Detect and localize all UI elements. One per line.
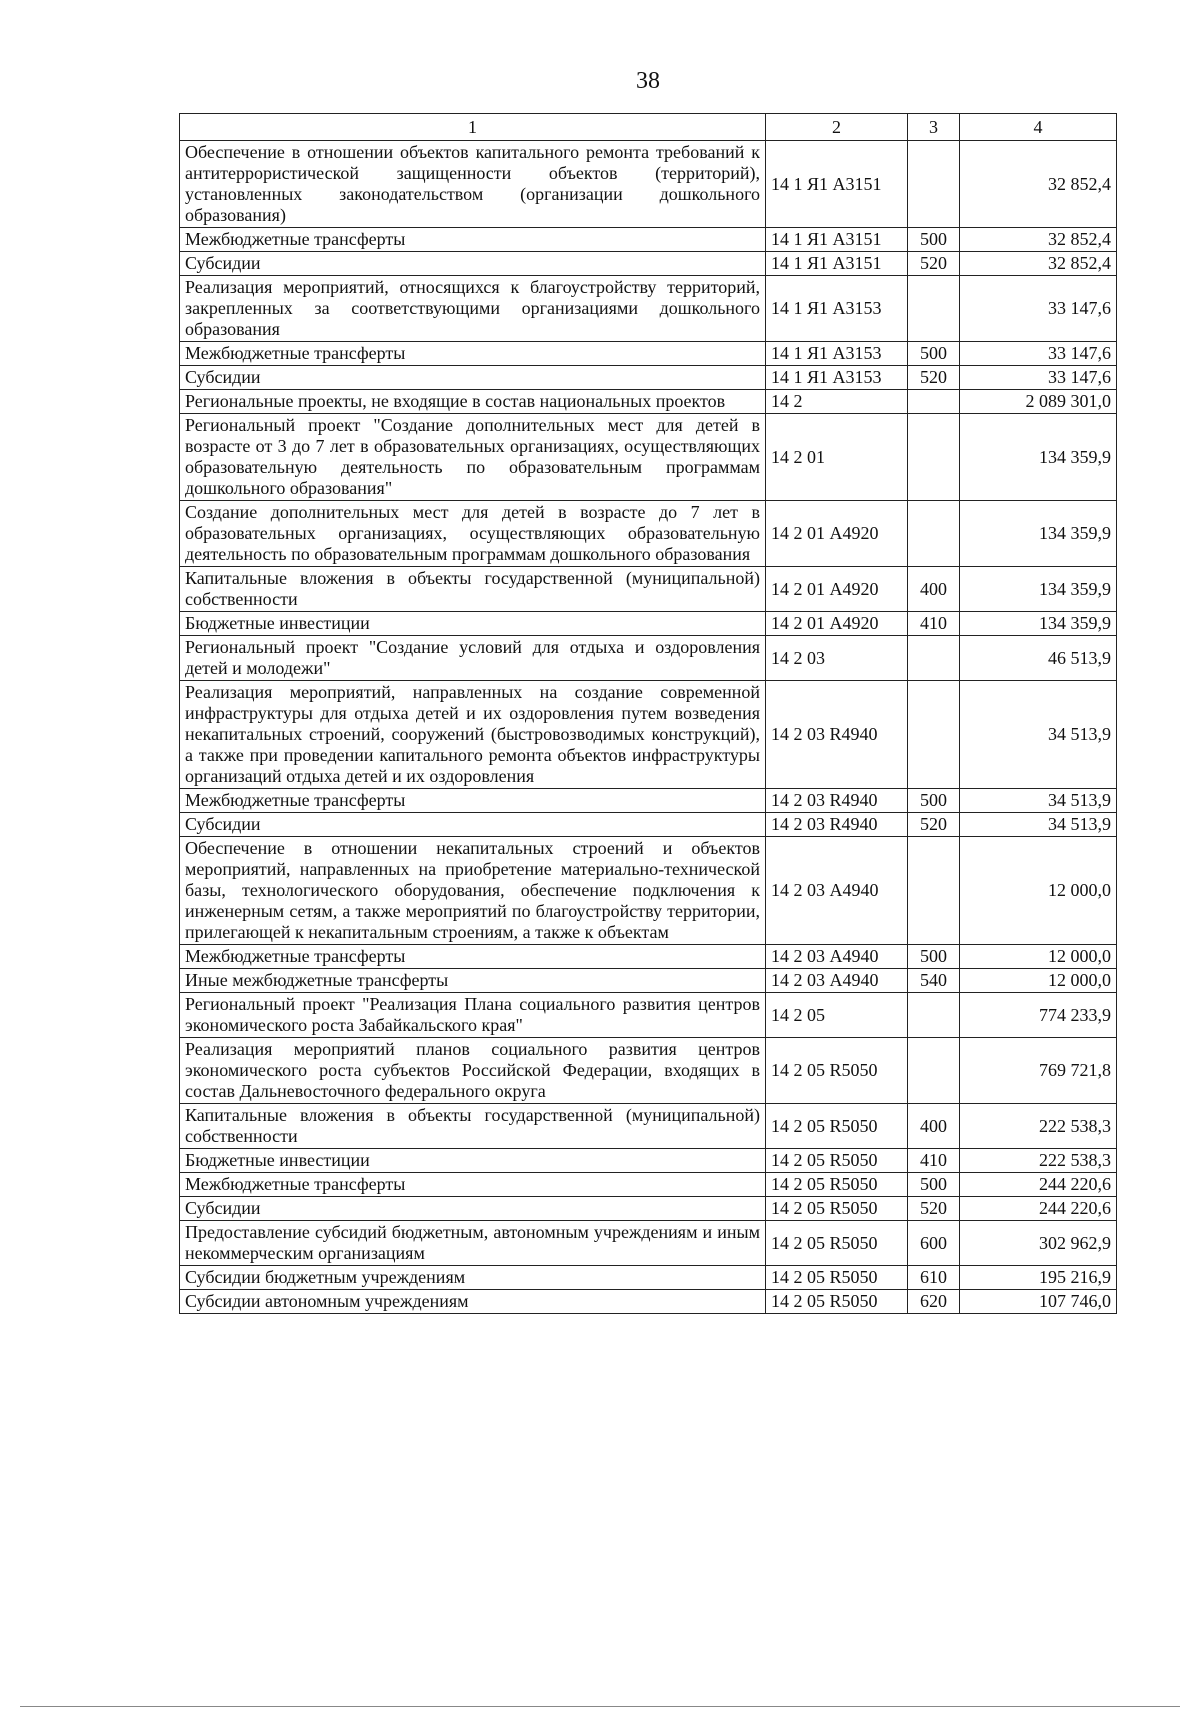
table-row xyxy=(180,837,1117,945)
row-code: 14 2 05 R5050 xyxy=(766,1197,908,1221)
table-row xyxy=(180,252,1117,276)
row-code: 14 2 03 R4940 xyxy=(766,681,908,789)
row-name: Реализация мероприятий, направленных на создание современной инфраструктуры для отдыха детей и их оздоровления путем возведения некапитальных строений, сооружений (быстровозводимых конструкций), а также при проведении капитального ремонта объектов инфраструктуры организаций отдыха детей и их оздоровления xyxy=(180,681,766,789)
row-amount: 134 359,9 xyxy=(960,612,1117,636)
row-name: Бюджетные инвестиции xyxy=(180,1149,766,1173)
table-row xyxy=(180,342,1117,366)
row-name: Региональный проект "Создание условий для отдыха и оздоровления детей и молодежи" xyxy=(180,636,766,681)
row-code: 14 1 Я1 А3153 xyxy=(766,366,908,390)
row-code: 14 2 03 А4940 xyxy=(766,837,908,945)
row-group: 410 xyxy=(908,1149,960,1173)
row-code: 14 1 Я1 А3151 xyxy=(766,141,908,228)
row-name: Реализация мероприятий, относящихся к благоустройству территорий, закрепленных за соответствующими организациями дошкольного образования xyxy=(180,276,766,342)
row-group: 610 xyxy=(908,1266,960,1290)
row-amount: 34 513,9 xyxy=(960,813,1117,837)
row-name: Субсидии автономным учреждениям xyxy=(180,1290,766,1314)
row-amount: 222 538,3 xyxy=(960,1149,1117,1173)
table-row xyxy=(180,501,1117,567)
budget-table xyxy=(179,113,1117,1314)
row-amount: 33 147,6 xyxy=(960,342,1117,366)
header-col-3: 3 xyxy=(908,114,960,141)
row-amount: 195 216,9 xyxy=(960,1266,1117,1290)
row-group xyxy=(908,636,960,681)
row-group: 540 xyxy=(908,969,960,993)
row-code: 14 1 Я1 А3151 xyxy=(766,252,908,276)
row-amount: 769 721,8 xyxy=(960,1038,1117,1104)
row-name: Субсидии xyxy=(180,1197,766,1221)
row-amount: 774 233,9 xyxy=(960,993,1117,1038)
row-name: Иные межбюджетные трансферты xyxy=(180,969,766,993)
table-row xyxy=(180,1197,1117,1221)
row-code: 14 2 05 xyxy=(766,993,908,1038)
page-bottom-edge xyxy=(20,1706,1180,1707)
budget-table-body xyxy=(180,114,1117,1314)
row-amount: 244 220,6 xyxy=(960,1173,1117,1197)
row-amount: 244 220,6 xyxy=(960,1197,1117,1221)
row-code: 14 2 05 R5050 xyxy=(766,1221,908,1266)
header-col-1: 1 xyxy=(180,114,766,141)
row-name: Реализация мероприятий планов социального развития центров экономического роста субъектов Российской Федерации, входящих в состав Дальневосточного федерального округа xyxy=(180,1038,766,1104)
row-group xyxy=(908,993,960,1038)
row-code: 14 2 03 R4940 xyxy=(766,813,908,837)
row-name: Обеспечение в отношении некапитальных строений и объектов мероприятий, направленных на приобретение материально-технической базы, технологического оборудования, обеспечение подключения к инженерным сетям, а также мероприятий по благоустройству территории, прилегающей к некапитальным строениям, а также к объектам xyxy=(180,837,766,945)
row-code: 14 2 05 R5050 xyxy=(766,1149,908,1173)
row-name: Капитальные вложения в объекты государственной (муниципальной) собственности xyxy=(180,1104,766,1149)
row-name: Субсидии xyxy=(180,252,766,276)
row-group: 600 xyxy=(908,1221,960,1266)
table-row xyxy=(180,1221,1117,1266)
table-row xyxy=(180,1038,1117,1104)
row-amount: 134 359,9 xyxy=(960,567,1117,612)
row-name: Межбюджетные трансферты xyxy=(180,789,766,813)
table-row xyxy=(180,141,1117,228)
row-code: 14 1 Я1 А3151 xyxy=(766,228,908,252)
row-group xyxy=(908,837,960,945)
row-code: 14 2 03 xyxy=(766,636,908,681)
row-amount: 34 513,9 xyxy=(960,789,1117,813)
row-amount: 134 359,9 xyxy=(960,501,1117,567)
header-col-2: 2 xyxy=(766,114,908,141)
row-group: 520 xyxy=(908,813,960,837)
row-name: Региональный проект "Реализация Плана социального развития центров экономического роста Забайкальского края" xyxy=(180,993,766,1038)
table-row xyxy=(180,1266,1117,1290)
row-group: 500 xyxy=(908,1173,960,1197)
row-name: Межбюджетные трансферты xyxy=(180,945,766,969)
row-name: Капитальные вложения в объекты государственной (муниципальной) собственности xyxy=(180,567,766,612)
row-group: 520 xyxy=(908,366,960,390)
row-group xyxy=(908,276,960,342)
page-number: 38 xyxy=(636,68,660,94)
row-code: 14 2 05 R5050 xyxy=(766,1173,908,1197)
row-group xyxy=(908,414,960,501)
row-code: 14 2 01 А4920 xyxy=(766,501,908,567)
table-row xyxy=(180,969,1117,993)
row-code: 14 2 05 R5050 xyxy=(766,1266,908,1290)
row-amount: 222 538,3 xyxy=(960,1104,1117,1149)
row-group: 500 xyxy=(908,228,960,252)
table-row xyxy=(180,945,1117,969)
row-amount: 33 147,6 xyxy=(960,366,1117,390)
row-group xyxy=(908,1038,960,1104)
row-name: Региональный проект "Создание дополнительных мест для детей в возрасте от 3 до 7 лет в образовательных организациях, осуществляющих образовательную деятельность по образовательным программам дошкольного образования" xyxy=(180,414,766,501)
table-row xyxy=(180,636,1117,681)
table-header-row xyxy=(180,114,1117,141)
row-group xyxy=(908,141,960,228)
table-row xyxy=(180,1173,1117,1197)
row-name: Межбюджетные трансферты xyxy=(180,228,766,252)
row-group: 520 xyxy=(908,1197,960,1221)
row-group xyxy=(908,501,960,567)
row-group: 500 xyxy=(908,342,960,366)
row-amount: 302 962,9 xyxy=(960,1221,1117,1266)
row-amount: 134 359,9 xyxy=(960,414,1117,501)
row-amount: 32 852,4 xyxy=(960,141,1117,228)
table-row xyxy=(180,1149,1117,1173)
row-name: Субсидии xyxy=(180,813,766,837)
row-amount: 12 000,0 xyxy=(960,945,1117,969)
table-row xyxy=(180,1104,1117,1149)
table-row xyxy=(180,612,1117,636)
row-name: Межбюджетные трансферты xyxy=(180,342,766,366)
row-code: 14 2 05 R5050 xyxy=(766,1038,908,1104)
table-row xyxy=(180,390,1117,414)
row-code: 14 1 Я1 А3153 xyxy=(766,276,908,342)
table-row xyxy=(180,414,1117,501)
row-name: Субсидии бюджетным учреждениям xyxy=(180,1266,766,1290)
row-name: Региональные проекты, не входящие в состав национальных проектов xyxy=(180,390,766,414)
row-name: Бюджетные инвестиции xyxy=(180,612,766,636)
row-group xyxy=(908,681,960,789)
row-code: 14 2 xyxy=(766,390,908,414)
row-code: 14 2 05 R5050 xyxy=(766,1290,908,1314)
header-col-4: 4 xyxy=(960,114,1117,141)
row-code: 14 2 05 R5050 xyxy=(766,1104,908,1149)
row-group xyxy=(908,390,960,414)
row-amount: 46 513,9 xyxy=(960,636,1117,681)
row-name: Обеспечение в отношении объектов капитального ремонта требований к антитеррористической защищенности объектов (территорий), установленных законодательством (организации дошкольного образования) xyxy=(180,141,766,228)
table-row xyxy=(180,567,1117,612)
row-amount: 12 000,0 xyxy=(960,969,1117,993)
row-code: 14 2 01 А4920 xyxy=(766,612,908,636)
row-amount: 32 852,4 xyxy=(960,228,1117,252)
row-group: 400 xyxy=(908,1104,960,1149)
row-amount: 34 513,9 xyxy=(960,681,1117,789)
row-group: 520 xyxy=(908,252,960,276)
row-name: Межбюджетные трансферты xyxy=(180,1173,766,1197)
row-group: 500 xyxy=(908,789,960,813)
row-name: Предоставление субсидий бюджетным, автономным учреждениям и иным некоммерческим организациям xyxy=(180,1221,766,1266)
row-amount: 2 089 301,0 xyxy=(960,390,1117,414)
row-amount: 107 746,0 xyxy=(960,1290,1117,1314)
row-group: 410 xyxy=(908,612,960,636)
table-row xyxy=(180,993,1117,1038)
row-code: 14 2 03 А4940 xyxy=(766,945,908,969)
row-amount: 33 147,6 xyxy=(960,276,1117,342)
row-name: Субсидии xyxy=(180,366,766,390)
row-amount: 32 852,4 xyxy=(960,252,1117,276)
table-row xyxy=(180,789,1117,813)
table-row xyxy=(180,366,1117,390)
table-row xyxy=(180,681,1117,789)
row-code: 14 2 03 А4940 xyxy=(766,969,908,993)
row-code: 14 2 03 R4940 xyxy=(766,789,908,813)
row-name: Создание дополнительных мест для детей в возрасте до 7 лет в образовательных организациях, осуществляющих образовательную деятельность по образовательным программам дошкольного образования xyxy=(180,501,766,567)
row-code: 14 2 01 xyxy=(766,414,908,501)
row-code: 14 2 01 А4920 xyxy=(766,567,908,612)
row-group: 400 xyxy=(908,567,960,612)
table-row xyxy=(180,1290,1117,1314)
row-group: 500 xyxy=(908,945,960,969)
table-row xyxy=(180,276,1117,342)
row-amount: 12 000,0 xyxy=(960,837,1117,945)
table-row xyxy=(180,813,1117,837)
table-row xyxy=(180,228,1117,252)
row-group: 620 xyxy=(908,1290,960,1314)
row-code: 14 1 Я1 А3153 xyxy=(766,342,908,366)
